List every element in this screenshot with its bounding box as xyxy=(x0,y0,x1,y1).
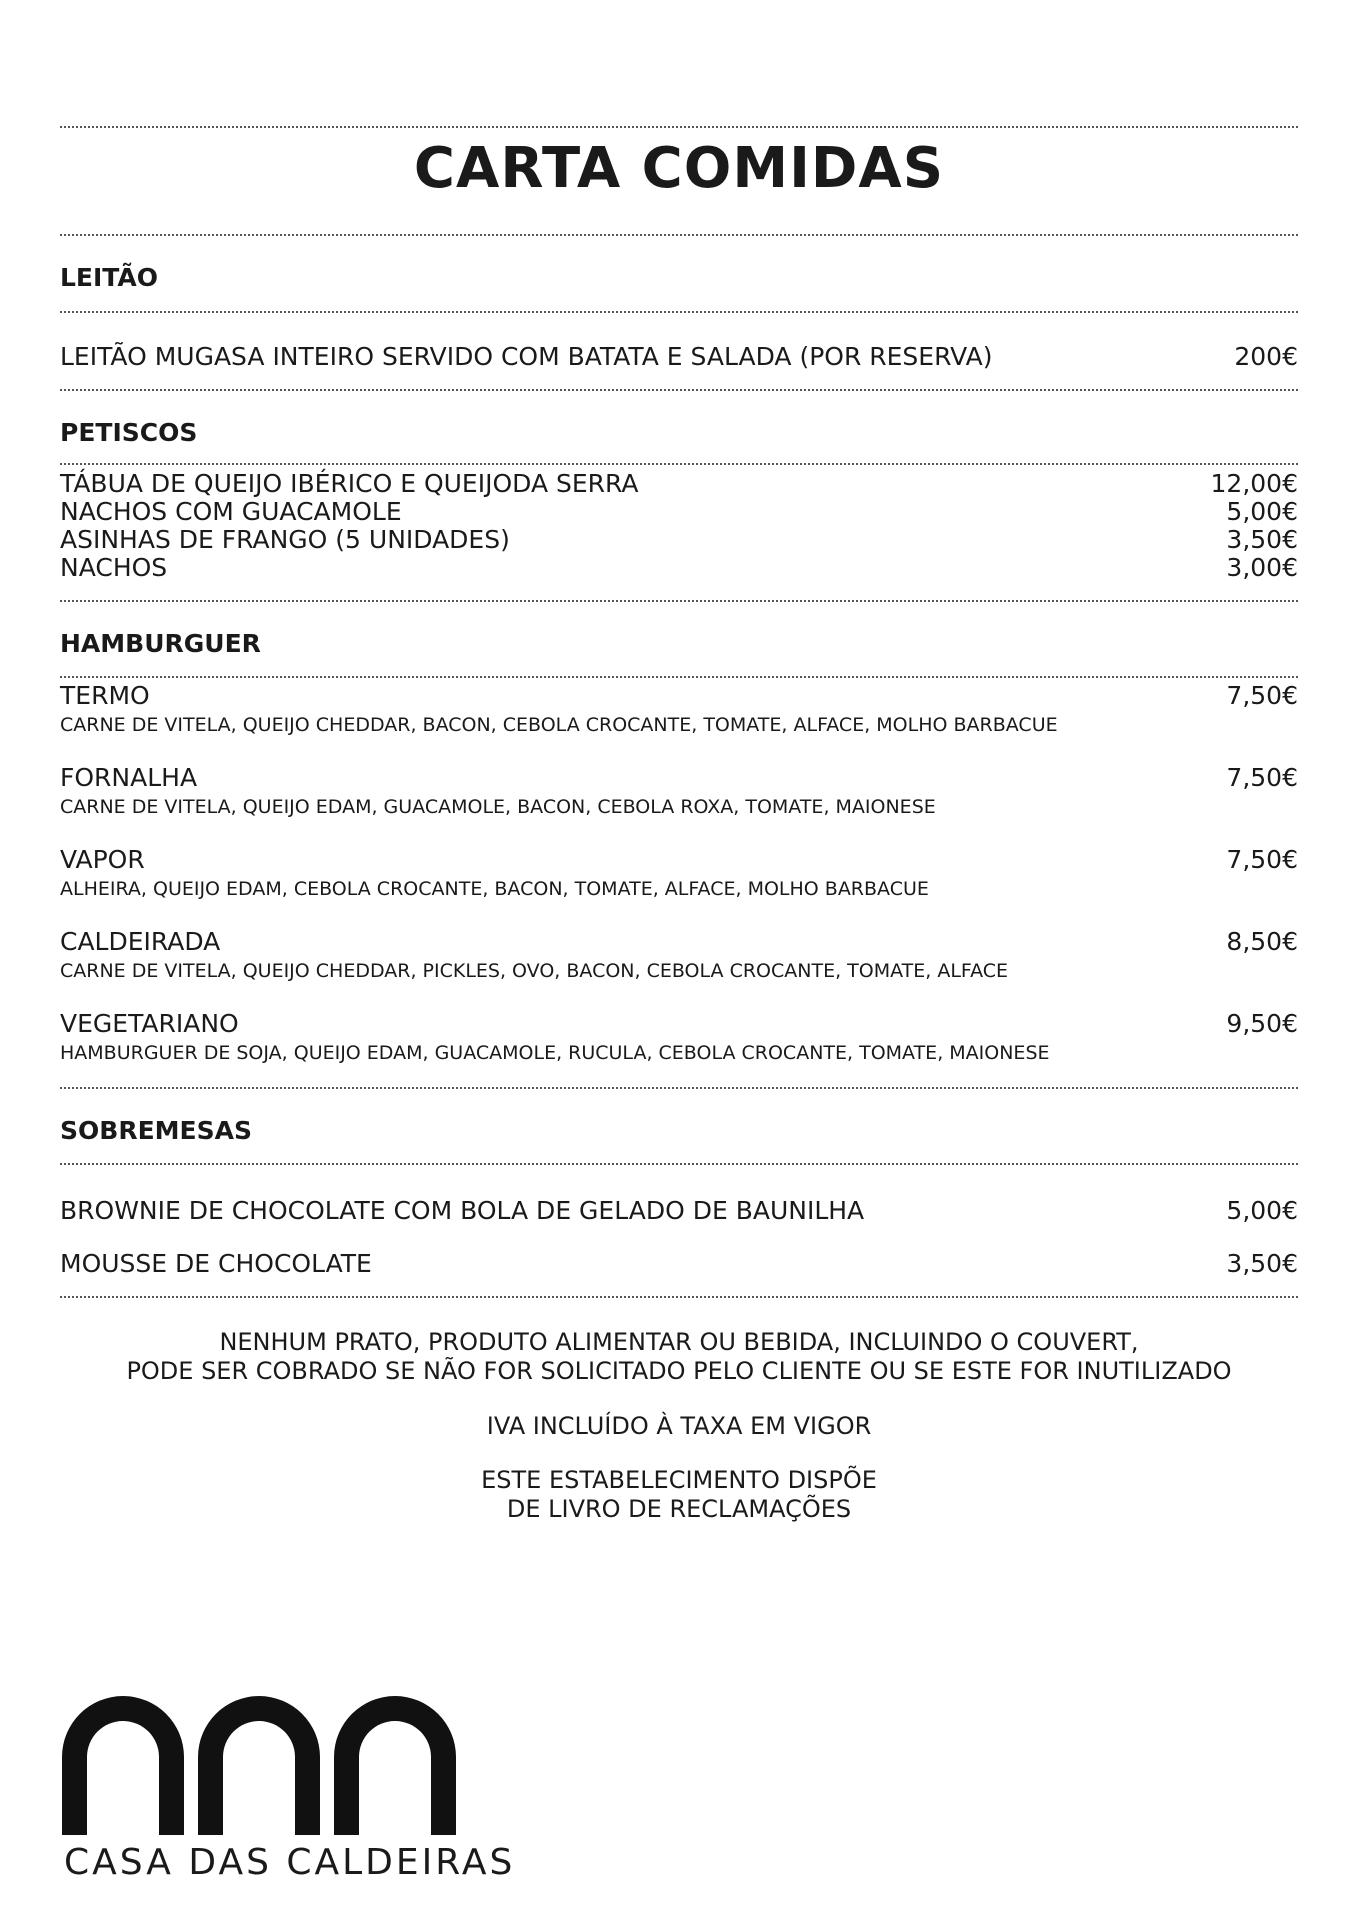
menu-item-name: VAPOR xyxy=(60,845,145,874)
vat-notice: IVA INCLUÍDO À TAXA EM VIGOR xyxy=(486,1412,872,1440)
menu-item-name: ASINHAS DE FRANGO (5 UNIDADES) xyxy=(60,525,510,554)
section-title-sobremesas: SOBREMESAS xyxy=(60,1116,252,1145)
divider xyxy=(60,676,1298,678)
menu-item xyxy=(60,928,1298,956)
menu-item xyxy=(60,846,1298,874)
menu-item xyxy=(60,1197,1298,1225)
notice-line: PODE SER COBRADO SE NÃO FOR SOLICITADO PELO CLIENTE OU SE ESTE FOR INUTILIZADO xyxy=(126,1357,1232,1385)
divider xyxy=(60,311,1298,313)
menu-item-name: NACHOS xyxy=(60,553,168,582)
triple-arch-logo-icon xyxy=(62,1685,472,1835)
divider xyxy=(60,389,1298,391)
menu-item-name: FORNALHA xyxy=(60,763,198,792)
divider xyxy=(60,600,1298,602)
menu-item-name: TÁBUA DE QUEIJO IBÉRICO E QUEIJODA SERRA xyxy=(60,469,639,498)
menu-item-name: NACHOS COM GUACAMOLE xyxy=(60,497,402,526)
menu-item-description: ALHEIRA, QUEIJO EDAM, CEBOLA CROCANTE, BACON, TOMATE, ALFACE, MOLHO BARBACUE xyxy=(60,878,929,900)
section-title-hamburguer: HAMBURGUER xyxy=(60,629,261,658)
menu-item xyxy=(60,682,1298,710)
menu-item-price: 12,00€ xyxy=(1210,469,1298,498)
menu-item-price: 3,50€ xyxy=(1226,1249,1298,1278)
arch-left xyxy=(62,1696,184,1835)
menu-item-description: CARNE DE VITELA, QUEIJO CHEDDAR, PICKLES, OVO, BACON, CEBOLA CROCANTE, TOMATE, ALFACE xyxy=(60,960,1009,982)
section-title-petiscos: PETISCOS xyxy=(60,418,198,447)
logo-text: CASA DAS CALDEIRAS xyxy=(64,1842,516,1883)
menu-item xyxy=(60,526,1298,554)
divider xyxy=(60,234,1298,236)
legal-notice xyxy=(0,1328,1358,1386)
section-title-leitao: LEITÃO xyxy=(60,263,159,292)
menu-item-price: 7,50€ xyxy=(1226,681,1298,710)
menu-item-name: BROWNIE DE CHOCOLATE COM BOLA DE GELADO DE BAUNILHA xyxy=(60,1196,865,1225)
complaints-notice xyxy=(0,1466,1358,1524)
notice-line: DE LIVRO DE RECLAMAÇÕES xyxy=(506,1495,852,1523)
menu-item xyxy=(60,1010,1298,1038)
page-title: CARTA COMIDAS xyxy=(413,136,945,201)
divider xyxy=(60,463,1298,465)
menu-item xyxy=(60,470,1298,498)
menu-item-price: 7,50€ xyxy=(1226,763,1298,792)
arch-right xyxy=(334,1696,456,1835)
divider xyxy=(60,1163,1298,1165)
menu-item-price: 7,50€ xyxy=(1226,845,1298,874)
divider xyxy=(60,126,1298,128)
menu-item-price: 5,00€ xyxy=(1226,1196,1298,1225)
menu-item-description: CARNE DE VITELA, QUEIJO EDAM, GUACAMOLE, BACON, CEBOLA ROXA, TOMATE, MAIONESE xyxy=(60,796,936,818)
menu-item xyxy=(60,498,1298,526)
menu-item-price: 8,50€ xyxy=(1226,927,1298,956)
menu-item-description: CARNE DE VITELA, QUEIJO CHEDDAR, BACON, CEBOLA CROCANTE, TOMATE, ALFACE, MOLHO BARBACUE xyxy=(60,714,1058,736)
menu-item-description: HAMBURGUER DE SOJA, QUEIJO EDAM, GUACAMOLE, RUCULA, CEBOLA CROCANTE, TOMATE, MAIONESE xyxy=(60,1042,1050,1064)
notice-line: ESTE ESTABELECIMENTO DISPÕE xyxy=(481,1466,877,1494)
menu-item-price: 5,00€ xyxy=(1226,497,1298,526)
menu-item-name: CALDEIRADA xyxy=(60,927,221,956)
menu-item-price: 9,50€ xyxy=(1226,1009,1298,1038)
menu-item xyxy=(60,1250,1298,1278)
menu-item-name: TERMO xyxy=(60,681,150,710)
notice-line: NENHUM PRATO, PRODUTO ALIMENTAR OU BEBIDA, INCLUINDO O COUVERT, xyxy=(219,1328,1139,1356)
divider xyxy=(60,1296,1298,1298)
menu-item xyxy=(60,554,1298,582)
menu-item xyxy=(60,343,1298,371)
menu-item-price: 3,50€ xyxy=(1226,525,1298,554)
menu-item-name: LEITÃO MUGASA INTEIRO SERVIDO COM BATATA E SALADA (POR RESERVA) xyxy=(60,342,993,371)
arch-middle xyxy=(198,1696,320,1835)
menu-item-name: MOUSSE DE CHOCOLATE xyxy=(60,1249,372,1278)
menu-item-price: 3,00€ xyxy=(1226,553,1298,582)
menu-item xyxy=(60,764,1298,792)
menu-item-name: VEGETARIANO xyxy=(60,1009,239,1038)
divider xyxy=(60,1087,1298,1089)
menu-item-price: 200€ xyxy=(1234,342,1298,371)
